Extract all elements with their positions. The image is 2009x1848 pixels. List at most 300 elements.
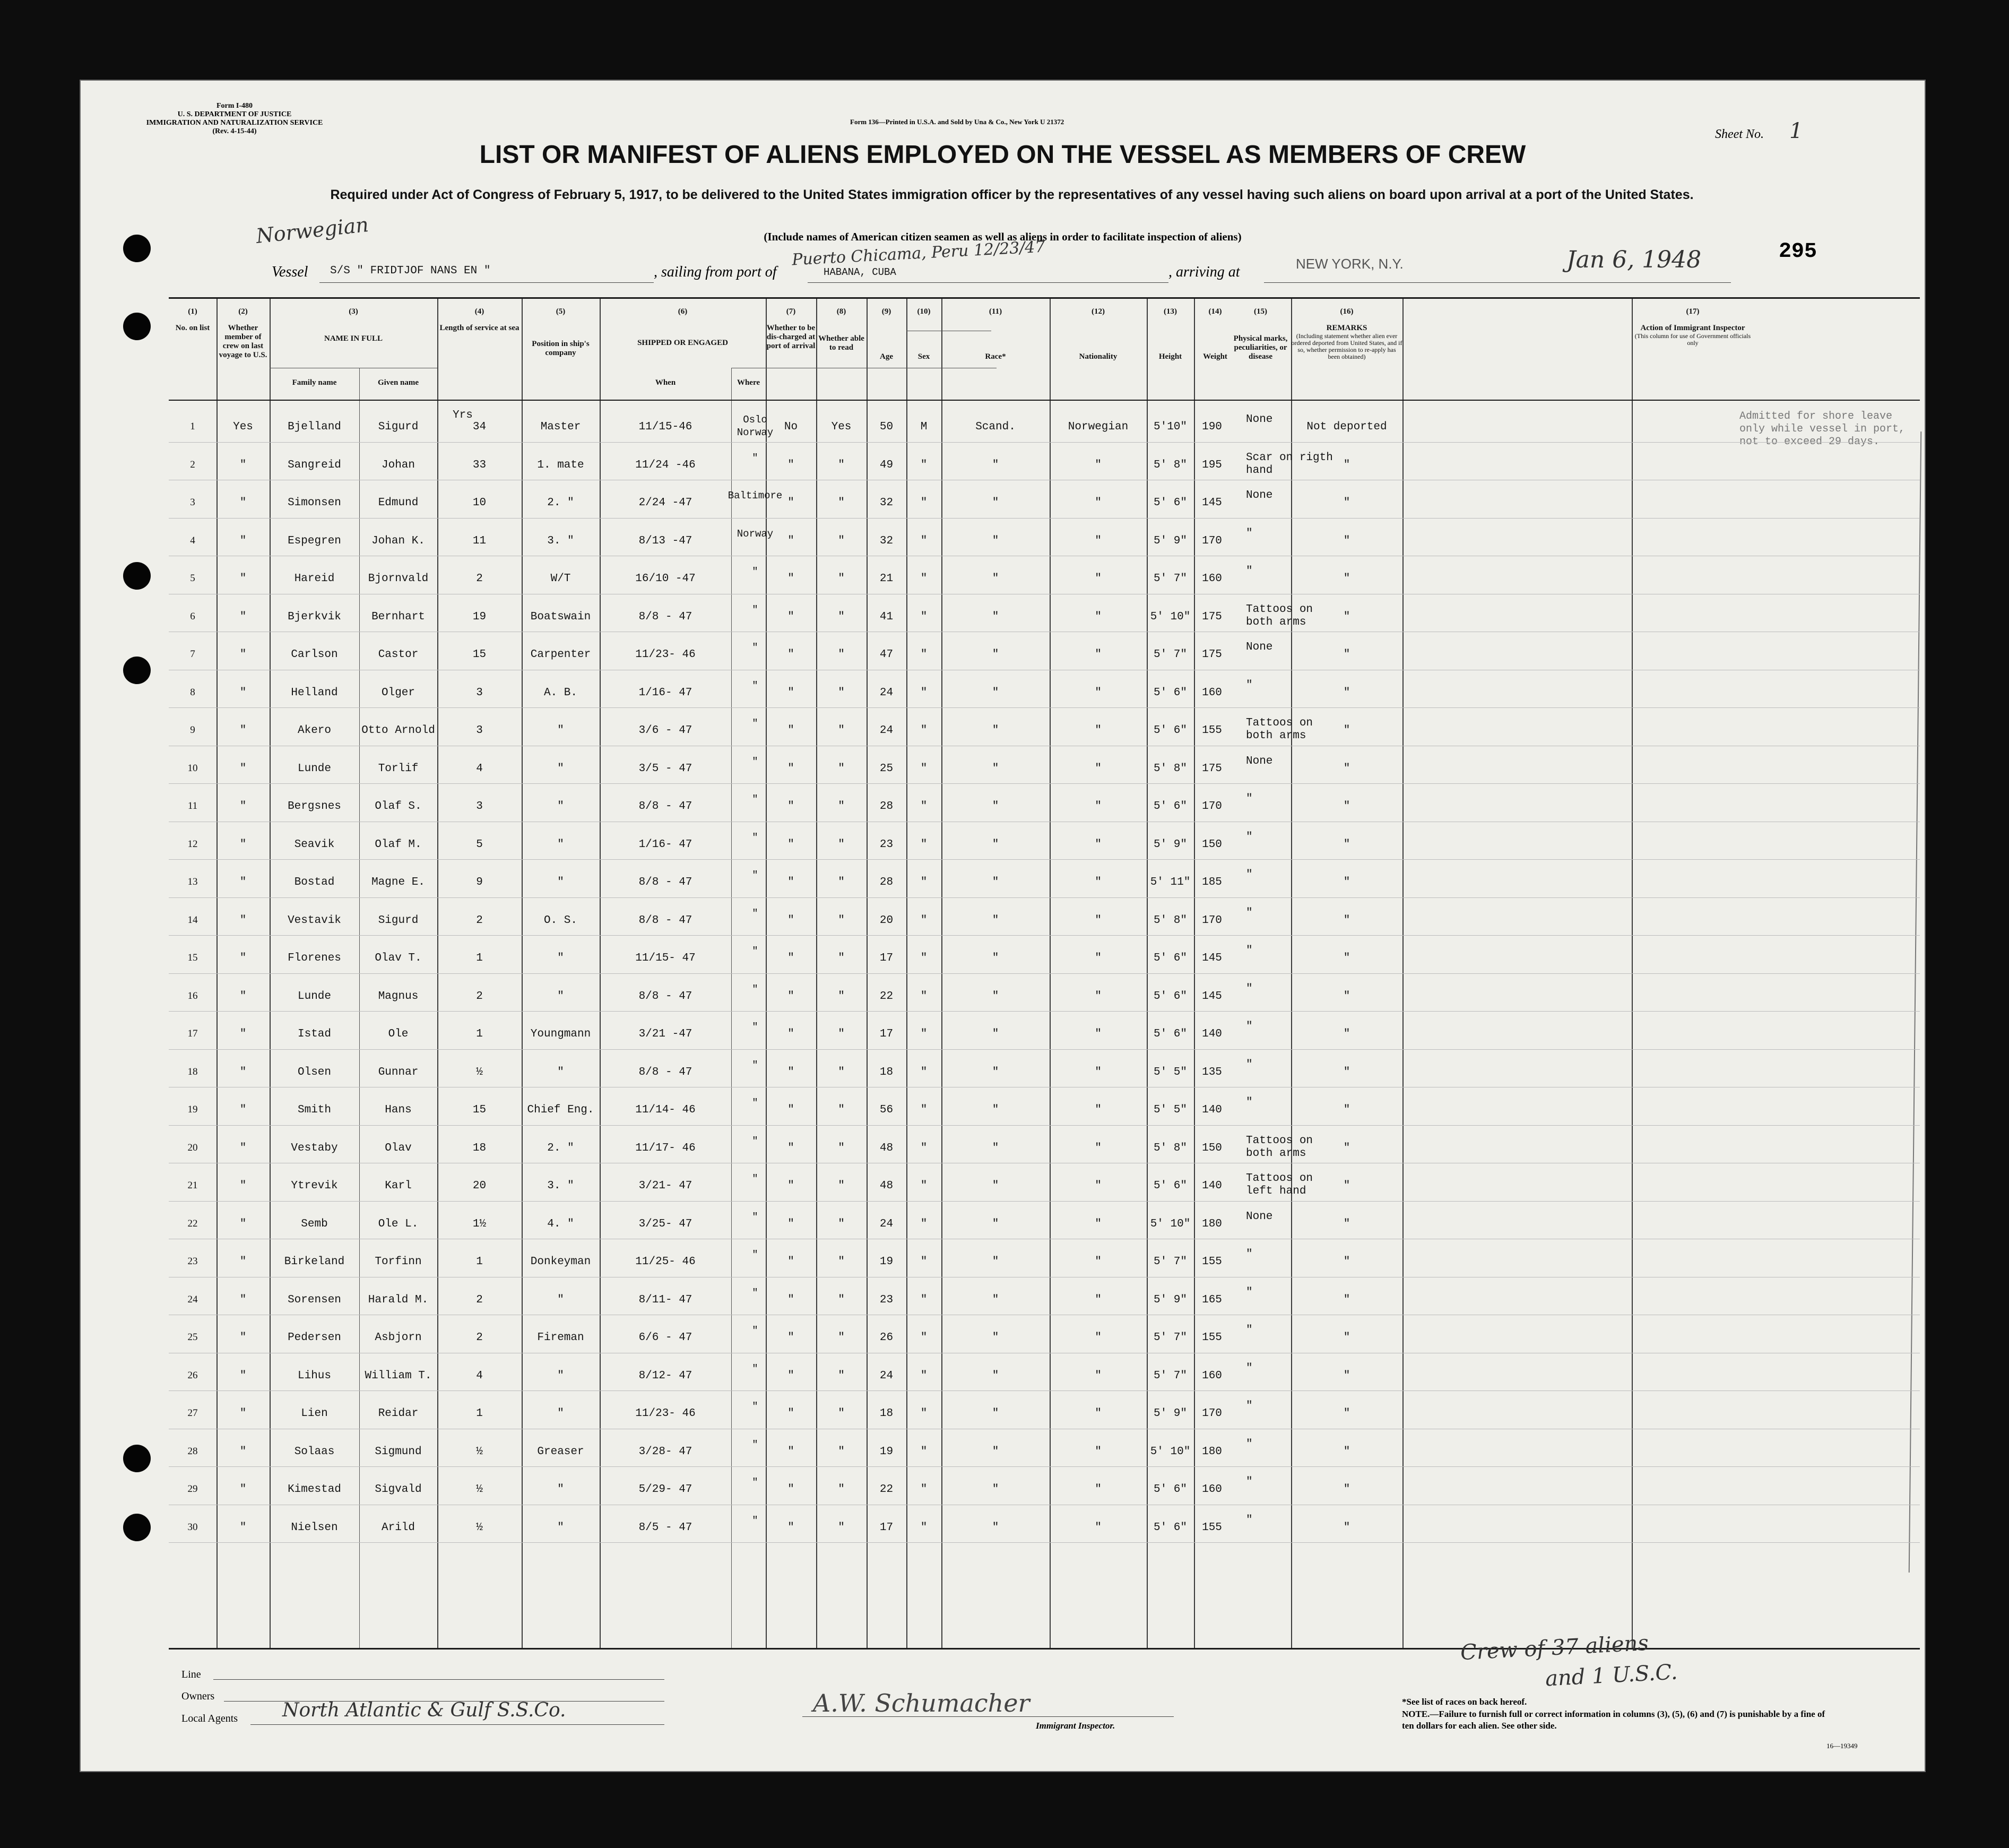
- cell-disch: ": [787, 762, 794, 775]
- cell-when: 11/15-46: [638, 421, 692, 433]
- cell-sex: ": [920, 1028, 928, 1040]
- cell-no: 13: [187, 876, 198, 887]
- department: U. S. DEPARTMENT OF JUSTICE: [177, 110, 292, 118]
- cell-remarks: ": [1343, 497, 1350, 509]
- cell-service: 33: [472, 459, 487, 471]
- cell-age: 32: [879, 534, 894, 547]
- cell-marks: Scar on rigth hand: [1246, 451, 1333, 477]
- cell-position: Master: [540, 421, 581, 433]
- cell-remarks: ": [1343, 1369, 1350, 1382]
- cell-sex: ": [920, 1407, 928, 1420]
- cell-given: Ole: [388, 1028, 409, 1040]
- cell-when: 8/13 -47: [638, 534, 692, 547]
- cell-nat: ": [1095, 534, 1102, 547]
- cell-last: ": [239, 1445, 247, 1458]
- cell-nat: ": [1095, 724, 1102, 737]
- cell-height: 5' 9": [1153, 534, 1187, 547]
- col-number: (4): [474, 307, 484, 316]
- cell-race: ": [992, 990, 999, 1003]
- table-row: [169, 747, 1920, 785]
- cell-age: 19: [879, 1445, 894, 1458]
- cell-when: 1/16- 47: [638, 838, 692, 851]
- cell-given: Reidar: [378, 1407, 419, 1420]
- cell-position: ": [557, 1066, 564, 1078]
- cell-position: Greaser: [537, 1445, 584, 1458]
- table-row: [169, 595, 1920, 633]
- cell-when: 11/25- 46: [635, 1256, 696, 1268]
- cell-where: ": [752, 1059, 758, 1071]
- cell-when: 8/8 - 47: [638, 800, 692, 813]
- cell-age: 17: [879, 1521, 894, 1534]
- cell-disch: ": [787, 610, 794, 623]
- cell-family: Ytrevik: [291, 1180, 338, 1192]
- cell-service: 10: [472, 497, 487, 509]
- cell-age: 28: [879, 876, 894, 888]
- cell-weight: 175: [1202, 762, 1222, 775]
- row-rule: [169, 859, 1920, 860]
- cell-last: ": [239, 1028, 247, 1040]
- cell-no: 24: [187, 1293, 198, 1305]
- cell-where: ": [752, 869, 758, 881]
- cell-given: Olger: [381, 686, 415, 699]
- cell-last: ": [239, 800, 247, 813]
- cell-race: ": [992, 876, 999, 888]
- crew-count-note: Crew of 37 aliens: [1460, 1630, 1649, 1665]
- cell-where: Baltimore: [728, 490, 783, 502]
- cell-last: ": [239, 459, 247, 471]
- cell-remarks: ": [1343, 762, 1350, 775]
- cell-service: 1: [476, 1407, 483, 1420]
- row-rule: [169, 783, 1920, 784]
- cell-height: 5' 6": [1153, 1028, 1187, 1040]
- cell-position: ": [557, 1407, 564, 1420]
- row-rule: [169, 1201, 1920, 1202]
- races-note: *See list of races on back hereof.: [1402, 1697, 1527, 1707]
- cell-age: 17: [879, 1028, 894, 1040]
- cell-remarks: ": [1343, 1256, 1350, 1268]
- cell-marks: Tattoos on both arms: [1246, 717, 1313, 742]
- cell-read: ": [838, 1066, 845, 1078]
- cell-nat: ": [1095, 497, 1102, 509]
- cell-disch: ": [787, 876, 794, 888]
- cell-family: Hareid: [294, 573, 335, 585]
- cell-disch: ": [787, 686, 794, 699]
- cell-sex: ": [920, 876, 928, 888]
- cell-no: 9: [190, 724, 195, 736]
- cell-read: ": [838, 800, 845, 813]
- cell-service: ½: [476, 1483, 483, 1496]
- col-number: (14): [1208, 307, 1222, 316]
- cell-where: ": [752, 452, 758, 464]
- cell-nat: ": [1095, 1256, 1102, 1268]
- row-rule: [169, 973, 1920, 974]
- arriving-label: , arriving at: [1168, 264, 1240, 280]
- cell-last: ": [239, 1407, 247, 1420]
- cell-where: ": [752, 907, 758, 919]
- cell-sex: ": [920, 459, 928, 471]
- cell-read: ": [838, 1104, 845, 1116]
- cell-no: 1: [190, 421, 195, 432]
- cell-family: Lien: [301, 1407, 328, 1420]
- table-row: [169, 443, 1920, 481]
- cell-nat: ": [1095, 1369, 1102, 1382]
- cell-marks: ": [1246, 982, 1253, 995]
- table-row: [169, 1164, 1920, 1202]
- cell-read: ": [838, 1483, 845, 1496]
- cell-height: 5' 8": [1153, 1142, 1187, 1154]
- cell-race: ": [992, 1217, 999, 1230]
- col-service-header: [437, 307, 522, 333]
- cell-weight: 155: [1202, 1256, 1222, 1268]
- cell-disch: ": [787, 1066, 794, 1078]
- punch-hole: [123, 657, 151, 684]
- col-title: Height: [1158, 352, 1182, 361]
- cell-read: ": [838, 876, 845, 888]
- arriving-underline: [1264, 282, 1731, 283]
- cell-nat: ": [1095, 1521, 1102, 1534]
- cell-sex: ": [920, 1369, 928, 1382]
- cell-disch: ": [787, 497, 794, 509]
- cell-service: 1½: [472, 1217, 487, 1230]
- cell-height: 5' 7": [1153, 1332, 1187, 1344]
- cell-race: ": [992, 1369, 999, 1382]
- cell-where: ": [752, 1325, 758, 1336]
- cell-service: 1: [476, 1256, 483, 1268]
- cell-read: ": [838, 1369, 845, 1382]
- sheet-number: 1: [1789, 119, 1803, 143]
- row-rule: [169, 935, 1920, 936]
- cell-age: 28: [879, 800, 894, 813]
- cell-family: Vestaby: [291, 1142, 338, 1154]
- sailing-from-port: HABANA, CUBA: [824, 266, 896, 278]
- punch-hole: [123, 1514, 151, 1541]
- cell-service: 1: [476, 1028, 483, 1040]
- cell-last: ": [239, 1369, 247, 1382]
- col-number: (8): [836, 307, 846, 316]
- cell-weight: 145: [1202, 952, 1222, 964]
- cell-race: ": [992, 459, 999, 471]
- cell-disch: ": [787, 1293, 794, 1306]
- cell-remarks: ": [1343, 1142, 1350, 1154]
- col-title: Whether member of crew on last voyage to U.S.: [219, 324, 267, 359]
- cell-height: 5' 9": [1153, 1407, 1187, 1420]
- cell-remarks: ": [1343, 1407, 1350, 1420]
- cell-disch: ": [787, 990, 794, 1003]
- cell-service: 19: [472, 610, 487, 623]
- cell-nat: ": [1095, 990, 1102, 1003]
- cell-family: Akero: [297, 724, 331, 737]
- cell-when: 8/5 - 47: [638, 1521, 692, 1534]
- cell-sex: ": [920, 1521, 928, 1534]
- cell-weight: 160: [1202, 1483, 1222, 1496]
- cell-race: ": [992, 1180, 999, 1192]
- cell-sex: ": [920, 1256, 928, 1268]
- cell-service: ½: [476, 1066, 483, 1078]
- stamp-number: 295: [1779, 240, 1817, 264]
- col-number: (7): [786, 307, 796, 316]
- cell-nat: ": [1095, 1293, 1102, 1306]
- cell-age: 26: [879, 1332, 894, 1344]
- cell-given: Castor: [378, 649, 419, 661]
- table-row: [169, 936, 1920, 974]
- cell-family: Bjerkvik: [288, 610, 341, 623]
- cell-last: ": [239, 1142, 247, 1154]
- cell-family: Bjelland: [288, 421, 341, 433]
- cell-sex: ": [920, 1483, 928, 1496]
- table-row: [169, 784, 1920, 823]
- cell-position: ": [557, 838, 564, 851]
- cell-when: 11/23- 46: [635, 1407, 696, 1420]
- col-number: (6): [678, 307, 688, 316]
- col-nationality-header: [1050, 307, 1147, 361]
- table-row: [169, 1278, 1920, 1316]
- cell-marks: Tattoos on left hand: [1246, 1172, 1313, 1197]
- cell-nat: ": [1095, 914, 1102, 927]
- cell-height: 5' 9": [1153, 838, 1187, 851]
- col-number: (13): [1164, 307, 1177, 316]
- cell-last: ": [239, 534, 247, 547]
- cell-family: Smith: [297, 1104, 331, 1116]
- cell-weight: 160: [1202, 1369, 1222, 1382]
- cell-weight: 135: [1202, 1066, 1222, 1078]
- cell-service: 20: [472, 1180, 487, 1192]
- cell-family: Nielsen: [291, 1521, 338, 1534]
- table-row: [169, 1506, 1920, 1544]
- cell-when: 1/16- 47: [638, 686, 692, 699]
- cell-weight: 155: [1202, 1521, 1222, 1534]
- cell-sex: ": [920, 610, 928, 623]
- col-read-header: [816, 307, 867, 352]
- cell-nat: ": [1095, 459, 1102, 471]
- cell-disch: ": [787, 1180, 794, 1192]
- cell-position: ": [557, 1483, 564, 1496]
- col-number: (10): [917, 307, 931, 316]
- cell-sex: M: [920, 421, 928, 433]
- cell-height: 5' 6": [1153, 800, 1187, 813]
- cell-read: ": [838, 573, 845, 585]
- cell-remarks: ": [1343, 1217, 1350, 1230]
- cell-marks: ": [1246, 1324, 1253, 1336]
- cell-last: ": [239, 990, 247, 1003]
- col-sex-header: [906, 307, 941, 361]
- cell-height: 5' 10": [1150, 1445, 1191, 1458]
- row-rule: [169, 897, 1920, 898]
- col-number: (3): [349, 307, 358, 316]
- sailing-from-handwritten: Puerto Chicama, Peru 12/23/47: [791, 237, 1046, 270]
- cell-last: ": [239, 686, 247, 699]
- cell-given: Hans: [385, 1104, 412, 1116]
- cell-weight: 175: [1202, 649, 1222, 661]
- cell-where: ": [752, 1021, 758, 1033]
- cell-given: Otto Arnold: [361, 724, 435, 737]
- cell-sex: ": [920, 990, 928, 1003]
- cell-service: 9: [476, 876, 483, 888]
- cell-marks: ": [1246, 1058, 1253, 1071]
- cell-given: Magne E.: [371, 876, 425, 888]
- cell-family: Bostad: [294, 876, 335, 888]
- cell-weight: 170: [1202, 534, 1222, 547]
- cell-sex: ": [920, 1066, 928, 1078]
- cell-service: 5: [476, 838, 483, 851]
- row-rule: [169, 518, 1920, 519]
- cell-age: 22: [879, 990, 894, 1003]
- table-row: [169, 1088, 1920, 1126]
- cell-height: 5' 10": [1150, 610, 1191, 623]
- cell-where: ": [752, 1514, 758, 1526]
- cell-marks: Tattoos on both arms: [1246, 603, 1313, 628]
- col-number: (15): [1254, 307, 1267, 316]
- cell-no: 2: [190, 459, 195, 470]
- cell-age: 48: [879, 1142, 894, 1154]
- cell-given: Edmund: [378, 497, 419, 509]
- cell-given: Olaf M.: [375, 838, 422, 851]
- cell-nat: ": [1095, 1217, 1102, 1230]
- cell-marks: None: [1246, 413, 1273, 426]
- cell-last: ": [239, 497, 247, 509]
- cell-family: Pedersen: [288, 1332, 341, 1344]
- cell-disch: ": [787, 1445, 794, 1458]
- cell-disch: ": [787, 573, 794, 585]
- cell-service: 2: [476, 914, 483, 927]
- cell-read: ": [838, 1180, 845, 1192]
- cell-given: Johan: [381, 459, 415, 471]
- row-rule: [169, 442, 1920, 443]
- cell-position: W/T: [550, 573, 571, 585]
- cell-read: ": [838, 990, 845, 1003]
- cell-where: ": [752, 1249, 758, 1260]
- cell-remarks: ": [1343, 914, 1350, 927]
- cell-weight: 175: [1202, 610, 1222, 623]
- cell-height: 5' 8": [1153, 762, 1187, 775]
- form-id: Form I-480: [216, 102, 253, 110]
- cell-last: ": [239, 838, 247, 851]
- table-row: [169, 1392, 1920, 1430]
- row-rule: [169, 707, 1920, 708]
- cell-nat: ": [1095, 1180, 1102, 1192]
- cell-disch: ": [787, 1407, 794, 1420]
- cell-given: Johan K.: [371, 534, 425, 547]
- revision: (Rev. 4-15-44): [212, 127, 257, 135]
- col-name-header: [270, 307, 437, 343]
- col-subtitle: (This column for use of Government officials only: [1634, 332, 1751, 347]
- cell-race: ": [992, 724, 999, 737]
- col-title: Position in ship's company: [532, 340, 590, 357]
- cell-race: Scand.: [975, 421, 1016, 433]
- cell-no: 30: [187, 1521, 198, 1533]
- cell-weight: 150: [1202, 1142, 1222, 1154]
- cell-family: Sangreid: [288, 459, 341, 471]
- cell-given: Gunnar: [378, 1066, 419, 1078]
- header-bottom-rule: [169, 400, 1920, 401]
- cell-remarks: ": [1343, 649, 1350, 661]
- cell-marks: None: [1246, 641, 1273, 653]
- cell-given: Torfinn: [375, 1256, 422, 1268]
- col-subtitle: (Including statement whether alien ever ordered deported from United States, and if so, whether permission to re-apply has been obtained): [1291, 332, 1402, 360]
- cell-when: 3/21- 47: [638, 1180, 692, 1192]
- cell-position: Donkeyman: [530, 1256, 591, 1268]
- col-given-name-header: Given name: [377, 378, 419, 387]
- punch-hole: [123, 1445, 151, 1472]
- cell-age: 25: [879, 762, 894, 775]
- cell-when: 11/24 -46: [635, 459, 696, 471]
- col-height-header: [1147, 307, 1194, 361]
- cell-last: ": [239, 1332, 247, 1344]
- table-row: [169, 1354, 1920, 1392]
- cell-marks: ": [1246, 1286, 1253, 1299]
- form-code: 16—19349: [1826, 1742, 1858, 1750]
- cell-where: Oslo Norway: [737, 414, 774, 438]
- cell-age: 19: [879, 1256, 894, 1268]
- cell-nat: ": [1095, 1407, 1102, 1420]
- cell-disch: ": [787, 1142, 794, 1154]
- cell-nat: ": [1095, 838, 1102, 851]
- col-number: (2): [238, 307, 248, 316]
- cell-last: ": [239, 1256, 247, 1268]
- cell-no: 6: [190, 610, 195, 622]
- cell-disch: No: [784, 421, 798, 433]
- col-title: Race*: [985, 352, 1006, 361]
- cell-height: 5' 9": [1153, 1293, 1187, 1306]
- col-no-header: [169, 307, 217, 333]
- cell-position: Boatswain: [530, 610, 591, 623]
- cell-family: Birkeland: [284, 1256, 345, 1268]
- cell-given: Torlif: [378, 762, 419, 775]
- cell-disch: ": [787, 724, 794, 737]
- cell-where: ": [752, 718, 758, 729]
- cell-service: 15: [472, 1104, 487, 1116]
- cell-nat: ": [1095, 762, 1102, 775]
- cell-marks: ": [1246, 1248, 1253, 1260]
- cell-family: Lunde: [297, 762, 331, 775]
- form-header-block: [139, 102, 330, 136]
- row-rule: [169, 1542, 1920, 1543]
- cell-remarks: ": [1343, 1066, 1350, 1078]
- col-position-header: [522, 307, 600, 358]
- col-family-name-header: Family name: [292, 378, 337, 387]
- cell-weight: 170: [1202, 914, 1222, 927]
- cell-service: 4: [476, 762, 483, 775]
- cell-weight: 155: [1202, 1332, 1222, 1344]
- cell-where: ": [752, 831, 758, 843]
- cell-age: 18: [879, 1407, 894, 1420]
- cell-disch: ": [787, 1483, 794, 1496]
- cell-nat: ": [1095, 1445, 1102, 1458]
- cell-nat: ": [1095, 876, 1102, 888]
- cell-given: Ole L.: [378, 1217, 419, 1230]
- cell-age: 23: [879, 838, 894, 851]
- cell-when: 3/28- 47: [638, 1445, 692, 1458]
- row-rule: [169, 1125, 1920, 1126]
- cell-where: Norway: [737, 528, 774, 540]
- cell-position: ": [557, 1521, 564, 1534]
- punch-hole: [123, 313, 151, 340]
- years-label: Yrs: [453, 409, 473, 421]
- cell-service: 4: [476, 1369, 483, 1382]
- cell-disch: ": [787, 534, 794, 547]
- cell-read: ": [838, 1142, 845, 1154]
- cell-age: 22: [879, 1483, 894, 1496]
- cell-given: Harald M.: [368, 1293, 429, 1306]
- cell-remarks: ": [1343, 724, 1350, 737]
- cell-disch: ": [787, 1521, 794, 1534]
- inspector-underline: [802, 1716, 1174, 1717]
- cell-last: ": [239, 1066, 247, 1078]
- cell-service: 18: [472, 1142, 487, 1154]
- cell-weight: 140: [1202, 1028, 1222, 1040]
- cell-sex: ": [920, 649, 928, 661]
- line-label: Line: [181, 1669, 201, 1680]
- cell-position: Chief Eng.: [527, 1104, 594, 1116]
